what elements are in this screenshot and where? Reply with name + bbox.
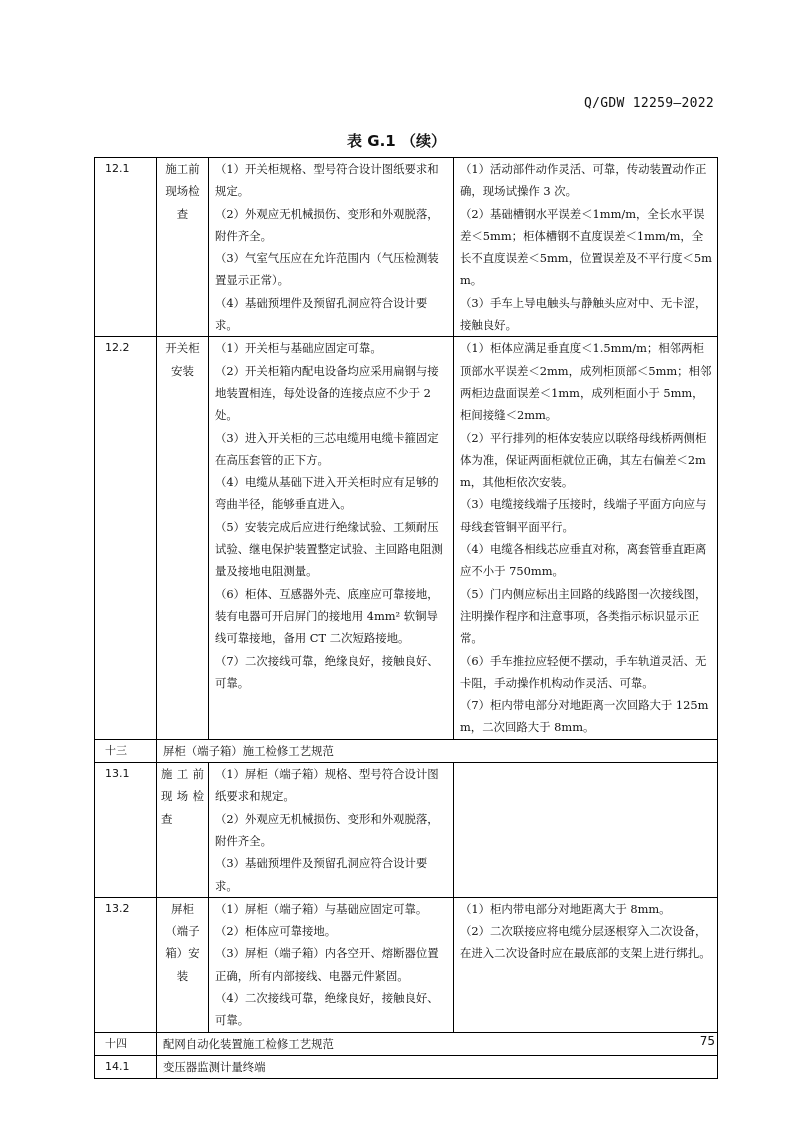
clause-text: （1）开关柜规格、型号符合设计图纸要求和规定。	[215, 162, 439, 199]
clause-text: （3）气室气压应在允许范围内（气压检测装置显示正常）。	[215, 251, 439, 288]
clause-text: （4）基础预埋件及预留孔洞应符合设计要求。	[215, 295, 428, 333]
requirements-cell	[209, 763, 454, 898]
clause-text: （2）开关柜箱内配电设备均应采用扁钢与接地装置相连，每处设备的连接点应不少于 2 处。	[215, 363, 439, 423]
clause-text: （7）柜内带电部分对地距离一次回路大于 125mm，二次回路大于 8mm。	[460, 698, 709, 735]
item-number: 12.2	[95, 337, 157, 739]
table-row	[95, 337, 718, 739]
clause-text: （4）电缆从基础下进入开关柜时应有足够的弯曲半径，能够垂直进入。	[215, 475, 439, 512]
item-name: 施工前现场检查	[157, 763, 209, 898]
requirements-cell	[209, 897, 454, 1032]
acceptance-criteria-cell	[454, 158, 718, 337]
clause-text: （6）手车推拉应轻便不摆动，手车轨道灵活、无卡阻，手动操作机构动作灵活、可靠。	[460, 653, 707, 690]
acceptance-criteria-cell	[454, 763, 718, 898]
item-number: 12.1	[95, 158, 157, 337]
table-row	[95, 763, 718, 898]
clause-text: （5）安装完成后应进行绝缘试验、工频耐压试验、继电保护装置整定试验、主回路电阻测量及接地电阻测量。	[215, 519, 443, 579]
clause-text: （1）屏柜（端子箱）与基础应固定可靠。	[215, 901, 428, 916]
acceptance-criteria-cell	[454, 337, 718, 739]
clause-text: （1）柜内带电部分对地距离大于 8mm。	[460, 901, 671, 916]
clause-text: （2）基础槽钢水平误差＜1mm/m，全长水平误差＜5mm；柜体槽钢不直度误差＜1mm/m，全长不直度误差＜5mm，位置误差及不平行度＜5mm。	[460, 206, 712, 288]
clause-text: （5）门内侧应标出主回路的线路图一次接线图，注明操作程序和注意事项，各类指示标识显示正常。	[460, 586, 707, 646]
clause-text: （4）电缆各相线芯应垂直对称，离套管垂直距离应不小于 750mm。	[460, 542, 707, 579]
clause-text: （7）二次接线可靠，绝缘良好，接触良好、可靠。	[215, 653, 439, 690]
section-title: 屏柜（端子箱）施工检修工艺规范	[157, 739, 718, 762]
clause-text: （3）手车上导电触头与静触头应对中、无卡涩，接触良好。	[460, 295, 707, 333]
item-number: 十三	[95, 739, 157, 762]
item-number: 14.1	[95, 1055, 157, 1078]
clause-text: （1）活动部件动作灵活、可靠，传动装置动作正确，现场试操作 3 次。	[460, 162, 707, 199]
clause-text: （3）电缆接线端子压接时，线端子平面方向应与母线套管铜平面平行。	[460, 497, 707, 534]
clause-text: （2）平行排列的柜体安装应以联络母线桥两侧柜体为准，保证两面柜就位正确，其左右偏差＜2mm，其他柜依次安装。	[460, 430, 707, 490]
item-number: 13.2	[95, 897, 157, 1032]
clause-text: （3）屏柜（端子箱）内各空开、熔断器位置正确，所有内部接线、电器元件紧固。	[215, 946, 439, 983]
clause-text: （3）基础预埋件及预留孔洞应符合设计要求。	[215, 856, 428, 893]
table-row	[95, 739, 718, 762]
item-number: 13.1	[95, 763, 157, 898]
table-row	[95, 1032, 718, 1055]
table-row	[95, 897, 718, 1032]
acceptance-criteria-cell	[454, 897, 718, 1032]
clause-text: （1）柜体应满足垂直度＜1.5mm/m；相邻两柜顶部水平误差＜2mm，成列柜顶部＜5mm；相邻两柜边盘面误差＜1mm，成列柜面小于 5mm，柜间接缝＜2mm。	[460, 341, 712, 423]
requirements-cell	[209, 337, 454, 739]
item-name: 屏柜（端子箱）安装	[157, 897, 209, 1032]
table-row	[95, 158, 718, 337]
page-number: 75	[699, 1034, 715, 1048]
clause-text: （1）开关柜与基础应固定可靠。	[215, 341, 382, 356]
table-row	[95, 1055, 718, 1078]
table-title: 表 G.1 （续）	[347, 132, 446, 150]
requirements-cell	[209, 158, 454, 337]
clause-text: （2）外观应无机械损伤、变形和外观脱落，附件齐全。	[215, 206, 439, 243]
clause-text: （4）二次接线可靠，绝缘良好，接触良好、可靠。	[215, 990, 439, 1028]
item-name: 开关柜安装	[157, 337, 209, 739]
clause-text: （2）二次联接应将电缆分层逐根穿入二次设备，在进入二次设备时应在最底部的支架上进行绑扎。	[460, 924, 711, 961]
process-spec-table	[94, 157, 718, 1079]
clause-text: （2）外观应无机械损伤、变形和外观脱落，附件齐全。	[215, 811, 439, 848]
clause-text: （2）柜体应可靠接地。	[215, 924, 337, 939]
document-code: Q/GDW 12259—2022	[583, 96, 714, 111]
item-name: 施工前现场检查	[157, 158, 209, 337]
clause-text: （6）柜体、互感器外壳、底座应可靠接地，装有电器可开启屏门的接地用 4mm² 软铜导线可靠接地，备用 CT 二次短路接地。	[215, 586, 439, 646]
clause-text: （1）屏柜（端子箱）规格、型号符合设计图纸要求和规定。	[215, 767, 439, 804]
section-title: 变压器监测计量终端	[157, 1055, 718, 1078]
item-number: 十四	[95, 1032, 157, 1055]
section-title: 配网自动化装置施工检修工艺规范	[157, 1032, 718, 1055]
clause-text: （3）进入开关柜的三芯电缆用电缆卡箍固定在高压套管的正下方。	[215, 430, 439, 467]
